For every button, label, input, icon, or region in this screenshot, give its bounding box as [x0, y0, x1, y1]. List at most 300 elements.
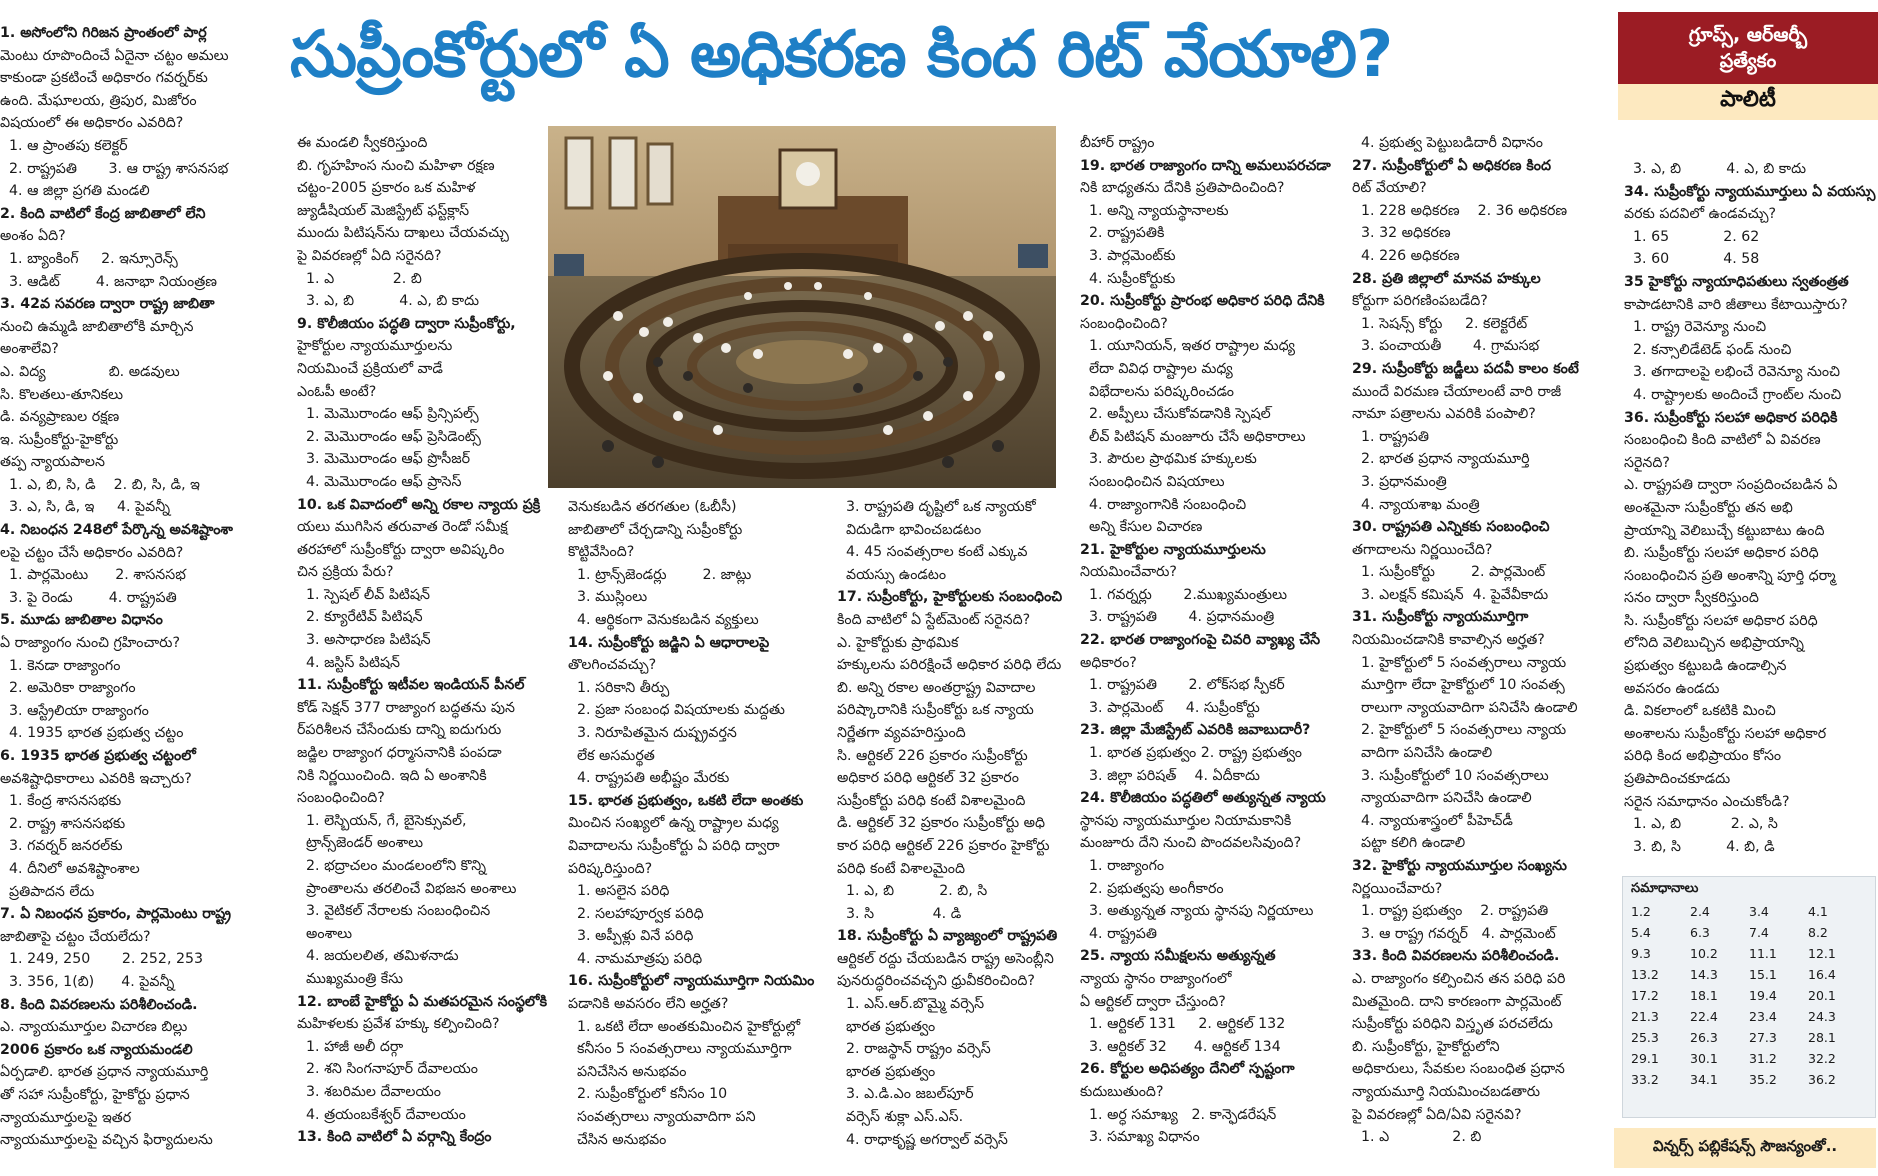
question-text-line: 9. కొలీజియం పద్ధతి ద్వారా సుప్రీంకోర్టు,	[297, 315, 516, 332]
question-text-line: 3. సి 4. డి	[837, 905, 962, 922]
question-text-line: సనం ద్వారా స్వీకరిస్తుంది	[1624, 590, 1759, 607]
question-text-line: 1. ఆ ప్రాంతపు కలెక్టర్	[0, 137, 128, 154]
question-text-line: ఏర్పడాలి. భారత ప్రధాన న్యాయమూర్తి	[0, 1064, 209, 1081]
question-text-line: 30. రాష్ట్రపతి ఎన్నికకు సంబంధించి	[1352, 519, 1550, 536]
question-text-line: 2. రాష్ట్రపతికి	[1080, 225, 1165, 242]
question-text-line: అంశాలేవి?	[0, 341, 59, 358]
courtesy-note: విన్నర్స్ పబ్లికేషన్స్ సౌజన్యంతో..	[1614, 1128, 1876, 1168]
badge-line2: ప్రత్యేకం	[1719, 50, 1777, 72]
question-text-line: 4. రాధాకృష్ణ అగర్వాల్ వర్సెస్	[837, 1131, 1008, 1148]
question-text-line: ఇ. సుప్రీంకోర్టు-హైకోర్టు	[0, 431, 119, 448]
question-text-line: 4. రాష్ట్రపతి	[1080, 925, 1157, 942]
question-text-line: 2. శని సింగనాపూర్ దేవాలయం	[297, 1061, 478, 1078]
question-text-line: అవసరం ఉండదు	[1624, 680, 1720, 697]
question-text-line: 13. కింది వాటిలో ఏ వర్గాన్ని కేంద్రం	[297, 1129, 492, 1146]
answer-key-box	[1622, 876, 1876, 1118]
question-text-line: 25. న్యాయ సమీక్షలను అత్యున్నత	[1080, 948, 1276, 965]
question-text-line: 1. మెమొరాండం ఆఫ్ ప్రిన్సిపల్స్	[297, 406, 479, 423]
answer-key-item: 17.2	[1631, 988, 1659, 1003]
question-text-line: 3. ఎలక్షన్ కమిషన్ 4. పైవేవీకాదు	[1352, 586, 1549, 603]
question-text-line: హక్కులను పరిరక్షించే అధికార పరిధి లేదు	[837, 657, 1062, 674]
question-text-line: 10. ఒక వివాదంలో అన్ని రకాల న్యాయ ప్రక్రి	[297, 496, 541, 513]
question-text-line: 2. భారత ప్రధాన న్యాయమూర్తి	[1352, 451, 1530, 468]
question-text-line: 3. 32 అధికరణ	[1352, 225, 1451, 242]
question-text-line: నిర్ణేతగా వ్యవహరిస్తుంది	[837, 724, 966, 741]
answer-key-item: 33.2	[1631, 1072, 1659, 1087]
question-text-line: లేక అసమర్థత	[568, 747, 655, 764]
question-text-line: 1. ఒకటి లేదా అంతకుమించిన హైకోర్టుల్లో	[568, 1018, 801, 1035]
question-text-line: డి. వికలాంలో ఒకటికి మించి	[1624, 703, 1776, 720]
question-text-line: 7. ఏ నిబంధన ప్రకారం, పార్లమెంటు రాష్ట్ర	[0, 906, 232, 923]
question-text-line: సి. సుప్రీంకోర్టు సలహా అధికార పరిధి	[1624, 612, 1818, 629]
question-text-line: మంజూరు దేని నుంచి పొందవలసివుంది?	[1080, 835, 1302, 852]
question-text-line: అంశాలను సుప్రీంకోర్టు సలహా అధికార	[1624, 725, 1827, 742]
question-text-line: ప్రాయాన్ని వెలిబుచ్చే కట్టుబాటు ఉంది	[1624, 522, 1825, 539]
question-text-line: 1. గవర్నర్లు 2.ముఖ్యమంత్రులు	[1080, 586, 1287, 603]
question-text-line: 1. రాష్ట్రపతి	[1352, 428, 1429, 445]
question-text-line: మహిళలకు ప్రవేశ హక్కు కల్పించింది?	[297, 1016, 500, 1033]
question-text-line: 1. కెనడా రాజ్యాంగం	[0, 657, 121, 674]
question-text-line: జాబితాపై చట్టం చేయలేదు?	[0, 928, 151, 945]
question-text-line: అంశమైనా సుప్రీంకోర్టు తన అభి	[1624, 499, 1793, 516]
question-text-line: విషయంలో ఈ అధికారం ఎవరిది?	[0, 115, 184, 132]
question-text-line: 4. 45 సంవత్సరాల కంటే ఎక్కువ	[837, 544, 1028, 561]
page-headline: సుప్రీంకోర్టులో ఏ అధికరణ కింద రిట్ వేయాలి?	[290, 18, 1393, 92]
question-text-line: కొట్టివేసింది?	[568, 544, 635, 561]
question-text-line: 4. నామమాత్రపు పరిధి	[568, 950, 703, 967]
question-text-line: రిట్ వేయాలి?	[1352, 180, 1427, 197]
question-text-line: కుదుబుతుంది?	[1080, 1083, 1164, 1100]
question-text-line: 2. సలహాపూర్వక పరిధి	[568, 905, 704, 922]
question-text-line: 2. హైకోర్టులో 5 సంవత్సరాలు న్యాయ	[1352, 722, 1567, 739]
question-text-line: ఎ. హైకోర్టుకు ప్రాథమిక	[837, 634, 959, 651]
question-text-line: కింది వాటిలో ఏ స్టేట్‌మెంట్ సరైనది?	[837, 611, 1031, 628]
question-text-line: న్యాయ స్థానం రాజ్యాంగంలో	[1080, 970, 1232, 987]
question-text-line: లేదా వివిధ రాష్ట్రాల మధ్య	[1080, 360, 1233, 377]
question-text-line: ఆర్టికల్ రద్దు చేయబడిన రాష్ట్ర అసెంబ్లీని	[837, 950, 1054, 967]
question-text-line: ఉంది. మేఘాలయ, త్రిపుర, మిజోరం	[0, 92, 197, 109]
question-text-line: 3. పార్లమెంట్ 4. సుప్రీంకోర్టు	[1080, 699, 1260, 716]
question-text-line: ప్రతిపాదించకూడదు	[1624, 771, 1731, 788]
question-text-line: బీహార్ రాష్ట్రం	[1080, 135, 1155, 151]
question-text-line: జాబితాలో చేర్చడాన్ని సుప్రీంకోర్టు	[568, 521, 743, 538]
question-text-line: 4. న్యాయశాఖ మంత్రి	[1352, 496, 1480, 513]
question-text-line: 4. ఆ జిల్లా ప్రగతి మండలి	[0, 183, 150, 200]
question-text-line: 4. 226 అధికరణ	[1352, 247, 1460, 264]
question-text-line: 1. ట్రాన్స్‌జెండర్లు 2. జాట్లు	[568, 566, 752, 583]
answer-key-grid	[1623, 901, 1875, 1090]
question-text-line: 3. ఎ, బి 4. ఎ, బి కాదు	[297, 293, 480, 310]
question-text-line: 23. జిల్లా మేజిస్ట్రేట్ ఎవరికి జవాబుదారీ?	[1080, 722, 1311, 739]
question-text-line: వర్సెస్ శుక్లా ఎస్.ఎస్.	[837, 1109, 964, 1126]
question-text-line: నియమించడానికి కావాల్సిన అర్హత?	[1352, 632, 1545, 649]
question-text-line: స్థానపు న్యాయమూర్తుల నియామకానికి	[1080, 812, 1292, 829]
question-text-line: న్యాయవాదిగా పనిచేసి ఉండాలి	[1352, 790, 1532, 807]
column-6	[1352, 132, 1620, 1172]
question-text-line: 2006 ప్రకారం ఒక న్యాయమండలి	[0, 1041, 193, 1058]
question-text-line: 19. భారత రాజ్యాంగం దాన్ని అమలుపరచడా	[1080, 157, 1331, 174]
question-text-line: తరహాలో సుప్రీంకోర్టు ద్వారా అవిష్కరిం	[297, 541, 505, 558]
question-text-line: 36. సుప్రీంకోర్టు సలహా అధికార పరిధికి	[1624, 409, 1838, 426]
question-text-line: ఎ. న్యాయమూర్తుల విచారణ బిల్లు	[0, 1019, 188, 1036]
question-text-line: పై వివరణల్లో ఏది సరైనది?	[297, 247, 442, 264]
question-text-line: 3. 60 4. 58	[1624, 251, 1760, 268]
question-text-line: చట్టం-2005 ప్రకారం ఒక మహిళ	[297, 180, 476, 197]
column-7	[1624, 158, 1878, 878]
question-text-line: 11. సుప్రీంకోర్టు ఇటీవల ఇండియన్ పీనల్	[297, 677, 525, 694]
answer-key-item: 13.2	[1631, 967, 1659, 982]
question-text-line: 3. పార్లమెంట్‌కు	[1080, 247, 1176, 264]
question-text-line: వివాదాలను సుప్రీంకోర్టు ఏ పరిధి ద్వారా	[568, 837, 780, 854]
column-1	[0, 22, 292, 1172]
question-text-line: 3. రాష్ట్రపతి దృష్టిలో ఒక న్యాయకో	[837, 499, 1036, 515]
question-text-line: ప్రాంతాలను తరలించే విభజన అంశాలు	[297, 880, 517, 897]
question-text-line: 4. జస్టిస్ పిటిషన్	[297, 654, 400, 671]
question-text-line: 3. అప్పీళ్లు వినే పరిధి	[568, 928, 694, 945]
question-text-line: 1. 249, 250 2. 252, 253	[0, 951, 204, 968]
question-text-line: 4. మెమొరాండం ఆఫ్ ప్రాసెస్	[297, 473, 462, 490]
column-4	[837, 496, 1077, 1172]
question-text-line: బి. గృహహింస నుంచి మహిళా రక్షణ	[297, 157, 495, 174]
question-text-line: 32. హైకోర్టు న్యాయమూర్తుల సంఖ్యను	[1352, 858, 1567, 874]
question-text-line: డి. ఆర్టికల్ 32 ప్రకారం సుప్రీంకోర్టు అధి	[837, 815, 1046, 832]
answer-key-item: 3.4	[1749, 904, 1769, 919]
answer-key-item: 7.4	[1749, 925, 1769, 940]
question-text-line: 5. మూడు జాబితాల విధానం	[0, 612, 163, 629]
question-text-line: 1. బ్యాంకింగ్ 2. ఇన్సూరెన్స్	[0, 250, 178, 267]
question-text-line: పరిధి కంటే విశాలమైంది	[837, 860, 965, 877]
question-text-line: భారత ప్రభుత్వం	[837, 1063, 936, 1080]
answer-key-title: సమాధానాలు	[1631, 881, 1699, 896]
badge-section: పాలిటీ	[1618, 84, 1878, 120]
question-text-line: 2. ప్రజా సంబంధ విషయాలకు మద్దతు	[568, 702, 785, 719]
question-text-line: మూర్తిగా లేదా హైకోర్టులో 10 సంవత్స	[1352, 677, 1565, 694]
question-text-line: 1. భారత ప్రభుత్వం 2. రాష్ట్ర ప్రభుత్వం	[1080, 745, 1302, 762]
question-text-line: సంబంధించి కింది వాటిలో ఏ వివరణ	[1624, 432, 1821, 449]
question-text-line: 2. రాష్ట్ర శాసనసభకు	[0, 815, 126, 832]
question-text-line: 1. హాజీ అలీ దర్గా	[297, 1038, 404, 1055]
question-text-line: 1. సరికాని తీర్పు	[568, 679, 670, 696]
answer-key-item: 10.2	[1690, 946, 1718, 961]
question-text-line: 4. జయలలిత, తమిళనాడు	[297, 948, 459, 965]
question-text-line: 21. హైకోర్టుల న్యాయమూర్తులను	[1080, 541, 1266, 558]
question-text-line: 3. పై రెండు 4. రాష్ట్రపతి	[0, 589, 177, 606]
answer-key-item: 18.1	[1690, 988, 1718, 1003]
question-text-line: సంబంధించిన ప్రతి అంశాన్ని పూర్తి ధర్మా	[1624, 567, 1836, 584]
question-text-line: కోర్టుగా పరిగణింపబడేది?	[1352, 293, 1488, 310]
answer-key-item: 26.3	[1690, 1030, 1718, 1045]
answer-key-item: 29.1	[1631, 1051, 1659, 1066]
answer-key-item: 16.4	[1808, 967, 1836, 982]
question-text-line: న్యాయమూర్తి నియమించబడతారు	[1352, 1083, 1541, 1100]
question-text-line: ఏ రాజ్యాంగం నుంచి గ్రహించారు?	[0, 635, 180, 652]
question-text-line: 28. ప్రతి జిల్లాలో మానవ హక్కుల	[1352, 270, 1541, 287]
question-text-line: 4. న్యాయశాస్త్రంలో పీహెచ్‌డీ	[1352, 812, 1513, 829]
question-text-line: 3. శబరిమల దేవాలయం	[297, 1083, 441, 1100]
question-text-line: 3. పౌరుల ప్రాథమిక హక్కులకు	[1080, 451, 1257, 468]
question-text-line: 3. వైటికల్ నేరాలకు సంబంధించిన	[297, 903, 491, 920]
question-text-line: న్యాయమూర్తులపై వచ్చిన ఫిర్యాదులను	[0, 1132, 213, 1149]
question-text-line: 12. బాంబే హైకోర్టు ఏ మతపరమైన సంస్థలోకి	[297, 993, 547, 1010]
question-text-line: అధికారులు, సేవకుల సంబంధిత ప్రధాన	[1352, 1061, 1565, 1078]
question-text-line: 2. రాజస్థాన్ రాష్ట్రం వర్సెస్	[837, 1041, 991, 1058]
question-text-line: రాలుగా న్యాయవాదిగా పనిచేసి ఉండాలి	[1352, 699, 1578, 716]
answer-key-item: 5.4	[1631, 925, 1651, 940]
question-text-line: 3. పంచాయతీ 4. గ్రామసభ	[1352, 338, 1540, 355]
question-text-line: 4. దీనిలో అవశిష్టాంశాల	[0, 860, 140, 877]
question-text-line: భారత ప్రభుత్వం	[837, 1018, 936, 1035]
answer-key-item: 27.3	[1749, 1030, 1777, 1045]
answer-key-item: 19.4	[1749, 988, 1777, 1003]
question-text-line: 3. ఆ రాష్ట్ర గవర్నర్ 4. పార్లమెంట్	[1352, 925, 1556, 942]
question-text-line: 2. ప్రభుత్వపు అంగీకారం	[1080, 880, 1224, 897]
question-text-line: సంబంధించింది?	[297, 790, 385, 807]
answer-key-item: 20.1	[1808, 988, 1836, 1003]
answer-key-item: 2.4	[1690, 904, 1710, 919]
question-text-line: 3. ముస్లింలు	[568, 589, 648, 606]
question-text-line: అవశిష్టాధికారాలు ఎవరికి ఇచ్చారు?	[0, 770, 192, 787]
question-text-line: ఎ. రాష్ట్రపతి ద్వారా సంప్రదించబడిన ఏ	[1624, 477, 1838, 494]
question-text-line: జ్యుడీషియల్ మెజిస్ట్రేట్ ఫస్ట్‌క్లాస్	[297, 202, 470, 219]
question-text-line: 1. 65 2. 62	[1624, 228, 1760, 245]
question-text-line: వరకు పదవిలో ఉండవచ్చు?	[1624, 206, 1777, 223]
question-text-line: బి. అన్ని రకాల అంతర్రాష్ట్ర వివాదాల	[837, 679, 1036, 696]
question-text-line: చిన ప్రక్రియ పేరు?	[297, 564, 394, 581]
question-text-line: సంబంధించింది?	[1080, 315, 1168, 332]
question-text-line: 22. భారత రాజ్యాంగంపై చివరి వ్యాఖ్య చేసే	[1080, 632, 1321, 649]
answer-key-item: 11.1	[1749, 946, 1777, 961]
question-text-line: 17. సుప్రీంకోర్టు, హైకోర్టులకు సంబంధించి	[837, 589, 1063, 606]
question-text-line: మెంటు రూపొందించే ఏదైనా చట్టం అమలు	[0, 47, 229, 64]
question-text-line: నామా పత్రాలను ఎవరికి పంపాలి?	[1352, 406, 1536, 423]
question-text-line: 1. రాష్ట్ర ప్రభుత్వం 2. రాష్ట్రపతి	[1352, 903, 1549, 920]
question-text-line: పరిధి కింద అభిప్రాయం కోసం	[1624, 748, 1782, 765]
question-text-line: తొలగించవచ్చు?	[568, 657, 657, 674]
question-text-line: ఎ. రాజ్యాంగం కల్పించిన తన పరిధి పరి	[1352, 970, 1566, 987]
question-text-line: 3. జిల్లా పరిషత్ 4. ఏదీకాదు	[1080, 767, 1260, 784]
question-text-line: 3. 42వ సవరణ ద్వారా రాష్ట్ర జాబితా	[0, 296, 215, 313]
question-text-line: 3. సుప్రీంకోర్టులో 10 సంవత్సరాలు	[1352, 767, 1549, 784]
question-text-line: 26. కోర్టుల అధిపత్యం దేనిలో స్పష్టంగా	[1080, 1061, 1295, 1078]
question-text-line: 1. అర్ధ సమాఖ్య 2. కాన్ఫెడరేషన్	[1080, 1106, 1277, 1123]
question-text-line: 3. గవర్నర్ జనరల్‌కు	[0, 838, 123, 855]
question-text-line: 3. ఆడిట్ 4. జనాభా నియంత్రణ	[0, 273, 217, 290]
answer-key-item: 30.1	[1690, 1051, 1718, 1066]
question-text-line: కాకుండా ప్రకటించే అధికారం గవర్నర్‌కు	[0, 70, 208, 87]
badge-top	[1618, 12, 1878, 84]
answer-key-item: 9.3	[1631, 946, 1651, 961]
question-text-line: 1. అసలైన పరిధి	[568, 883, 670, 900]
question-text-line: ముందు పిటిషన్‌ను దాఖలు చేయవచ్చు	[297, 225, 509, 242]
answer-key-item: 1.2	[1631, 904, 1651, 919]
answer-key-item: 12.1	[1808, 946, 1836, 961]
question-text-line: తగాదాలను నిర్ణయించేది?	[1352, 541, 1493, 558]
question-text-line: 3. నిరూపితమైన దుష్ప్రవర్తన	[568, 724, 737, 741]
question-text-line: 2. క్యూరేటివ్ పిటిషన్	[297, 609, 423, 626]
question-text-line: కనీసం 5 సంవత్సరాలు న్యాయమూర్తిగా	[568, 1041, 792, 1058]
question-text-line: 34. సుప్రీంకోర్టు న్యాయమూర్తులు ఏ వయస్సు	[1624, 183, 1876, 200]
question-text-line: ఈ మండలి స్వీకరిస్తుంది	[297, 135, 428, 151]
question-text-line: పై వివరణల్లో ఏది/ఏవి సరైనవి?	[1352, 1106, 1522, 1123]
question-text-line: వయస్సు ఉండటం	[837, 566, 947, 583]
question-text-line: 2. అప్పీలు చేసుకోవడానికి స్పెషల్	[1080, 406, 1271, 423]
question-text-line: సుప్రీంకోర్టు పరిధిని విస్తృత పరచలేదు	[1352, 1016, 1553, 1033]
question-text-line: 1. స్పెషల్ లీవ్ పిటిషన్	[297, 586, 430, 603]
question-text-line: 1. కేంద్ర శాసనసభకు	[0, 793, 122, 810]
question-text-line: అంశాలు	[297, 925, 353, 942]
question-text-line: సి. ఆర్టికల్ 226 ప్రకారం సుప్రీంకోర్టు	[837, 747, 1028, 764]
question-text-line: విదుడిగా భావించబడటం	[837, 521, 982, 538]
question-text-line: 33. కింది వివరణలను పరిశీలించండి.	[1352, 948, 1560, 965]
answer-key-item: 14.3	[1690, 967, 1718, 982]
question-text-line: పరిష్కారానికి సుప్రీంకోర్టు ఒక న్యాయ	[837, 702, 1034, 719]
question-text-line: పట్టా కలిగి ఉండాలి	[1352, 835, 1466, 852]
question-text-line: కార పరిధి ఆర్టికల్ 226 ప్రకారం హైకోర్టు	[837, 837, 1050, 854]
question-text-line: లోనిది వెలిబుచ్చిన అభిప్రాయాన్ని	[1624, 635, 1804, 652]
question-text-line: పరిష్కరిస్తుంది?	[568, 860, 653, 877]
question-text-line: ఏ ఆర్టికల్ ద్వారా చేస్తుంది?	[1080, 993, 1226, 1010]
question-text-line: నికి నిర్ణయించింది. ఇది ఏ అంశానికి	[297, 767, 487, 784]
question-text-line: ప్రతిపాదన లేదు	[0, 883, 95, 900]
question-text-line: 3. ఆస్ట్రేలియా రాజ్యాంగం	[0, 702, 149, 719]
question-text-line: చేసిన అనుభవం	[568, 1131, 667, 1148]
question-text-line: 24. కొలీజియం పద్ధతిలో అత్యున్నత న్యాయ	[1080, 790, 1326, 807]
answer-key-item: 32.2	[1808, 1051, 1836, 1066]
question-text-line: 4. ప్రభుత్వ పెట్టుబడిదారీ విధానం	[1352, 135, 1543, 151]
question-text-line: 14. సుప్రీంకోర్టు జడ్జిని ఏ ఆధారాలపై	[568, 634, 770, 651]
question-text-line: అధికారం?	[1080, 654, 1137, 671]
question-text-line: 2. భద్రాచలం మండలంలోని కొన్ని	[297, 858, 487, 874]
column-5	[1080, 132, 1344, 1172]
question-text-line: 4. రాష్ట్రాలకు అందించే గ్రాంట్‌ల నుంచి	[1624, 386, 1842, 403]
section-badge	[1618, 12, 1878, 120]
question-text-line: ప్రభుత్వం కట్టుబడి ఉండాల్సిన	[1624, 658, 1787, 675]
question-text-line: 1. ఆర్టికల్ 131 2. ఆర్టికల్ 132	[1080, 1016, 1286, 1033]
question-text-line: 3. ఎ, సి, డి, ఇ 4. పైవన్నీ	[0, 499, 171, 516]
question-text-line: 27. సుప్రీంకోర్టులో ఏ అధికరణ కింద	[1352, 157, 1551, 174]
question-text-line: 16. సుప్రీంకోర్టులో న్యాయమూర్తిగా నియమిం	[568, 973, 815, 990]
question-text-line: సంవత్సరాలు న్యాయవాదిగా పని	[568, 1109, 756, 1126]
question-text-line: 3. సమాఖ్య విధానం	[1080, 1129, 1200, 1146]
question-text-line: సరైన సమాధానం ఎంచుకోండి?	[1624, 793, 1790, 810]
answer-key-item: 31.2	[1749, 1051, 1777, 1066]
question-text-line: 1. పార్లమెంటు 2. శాసనసభ	[0, 567, 186, 584]
question-text-line: 4. సుప్రీంకోర్టుకు	[1080, 270, 1176, 287]
question-text-line: 3. ఎ.డి.ఎం జబల్‌పూర్	[837, 1086, 974, 1103]
question-text-line: మించిన సంఖ్యలో ఉన్న రాష్ట్రాల మధ్య	[568, 815, 779, 832]
question-text-line: నియమించేవారు?	[1080, 564, 1177, 581]
question-text-line: 4. 1935 భారత ప్రభుత్వ చట్టం	[0, 725, 184, 742]
question-text-line: న్యాయమూర్తులపై ఇతర	[0, 1109, 132, 1126]
question-text-line: 2. రాష్ట్రపతి 3. ఆ రాష్ట్ర శాసనసభ	[0, 160, 229, 177]
question-text-line: 3. మెమొరాండం ఆఫ్ ప్రొసీజర్	[297, 451, 470, 468]
question-text-line: 4. నిబంధన 248లో పేర్కొన్న అవశిష్టాంశా	[0, 522, 233, 539]
question-text-line: అంశం ఏది?	[0, 228, 66, 245]
question-text-line: 1. ఎ, బి 2. బి, సి	[837, 883, 988, 900]
question-text-line: 3. బి, సి 4. బి, డి	[1624, 838, 1775, 855]
question-text-line: 2. మెమొరాండం ఆఫ్ ప్రెసిడెంట్స్	[297, 428, 481, 445]
question-text-line: 4. ఆర్థికంగా వెనుకబడిన వ్యక్తులు	[568, 611, 759, 628]
question-text-line: నికి బాధ్యతను దేనికి ప్రతిపాదించింది?	[1080, 180, 1285, 197]
question-text-line: 1. అన్ని న్యాయస్థానాలకు	[1080, 202, 1229, 219]
assembly-hall-photo	[548, 126, 1056, 488]
question-text-line: తో సహా సుప్రీంకోర్టు, హైకోర్టు ప్రధాన	[0, 1086, 190, 1103]
question-text-line: 1. ఎ, బి 2. ఎ, సి	[1624, 816, 1778, 833]
question-text-line: అధికార పరిధి ఆర్టికల్ 32 ప్రకారం	[837, 770, 1019, 787]
question-text-line: ఎంఓపీ అంటే?	[297, 383, 377, 400]
question-text-line: లపై చట్టం చేసే అధికారం ఎవరిది?	[0, 544, 184, 561]
answer-key-item: 25.3	[1631, 1030, 1659, 1045]
question-text-line: 4. రాష్ట్రపతి అభీష్టం మేరకు	[568, 770, 730, 787]
question-text-line: 3. ఆర్టికల్ 32 4. ఆర్టికల్ 134	[1080, 1038, 1281, 1055]
answer-key-item: 24.3	[1808, 1009, 1836, 1024]
question-text-line: 3. ప్రధానమంత్రి	[1352, 473, 1447, 490]
question-text-line: 1. లెస్బియన్, గే, బైసెక్సువల్,	[297, 812, 467, 829]
answer-key-item: 8.2	[1808, 925, 1828, 940]
question-text-line: 18. సుప్రీంకోర్టు ఏ వ్యాజ్యంలో రాష్ట్రపతి	[837, 928, 1058, 945]
question-text-line: విభేదాలను పరిష్కరించడం	[1080, 383, 1234, 400]
question-text-line: సి. కొలతలు-తూనికలు	[0, 386, 124, 403]
answer-key-item: 6.3	[1690, 925, 1710, 940]
question-text-line: 2. అమెరికా రాజ్యాంగం	[0, 680, 136, 697]
question-text-line: 1. రాజ్యాంగం	[1080, 858, 1165, 874]
question-text-line: పనిచేసిన అనుభవం	[568, 1063, 687, 1080]
question-text-line: కోడ్ సెక్షన్ 377 రాజ్యాంగ బద్ధతను పున	[297, 699, 515, 716]
answer-key-item: 21.3	[1631, 1009, 1659, 1024]
question-text-line: 8. కింది వివరణలను పరిశీలించండి.	[0, 996, 198, 1013]
question-text-line: పడానికి అవసరం లేని అర్హత?	[568, 996, 729, 1013]
answer-key-item: 4.1	[1808, 904, 1828, 919]
column-2	[297, 132, 559, 1172]
question-text-line: 1. హైకోర్టులో 5 సంవత్సరాలు న్యాయ	[1352, 654, 1567, 671]
question-text-line: 3. రాష్ట్రపతి 4. ప్రధానమంత్రి	[1080, 609, 1275, 626]
badge-line1: గ్రూప్స్, ఆర్ఆర్బీ	[1688, 24, 1808, 46]
question-text-line: ముందే విరమణ చేయాలంటే వారి రాజీ	[1352, 383, 1562, 400]
column-3	[568, 496, 830, 1172]
question-text-line: మితమైంది. దాని కారణంగా పార్లమెంట్	[1352, 993, 1562, 1010]
question-text-line: 1. సెషన్స్ కోర్టు 2. కలెక్టరేట్	[1352, 315, 1528, 332]
answer-key-item: 23.4	[1749, 1009, 1777, 1024]
question-text-line: 6. 1935 భారత ప్రభుత్వ చట్టంలో	[0, 748, 196, 764]
question-text-line: బి. సుప్రీంకోర్టు సలహా అధికార పరిధి	[1624, 545, 1819, 562]
question-text-line: 1. రాష్ట్రపతి 2. లోక్‌సభ స్పీకర్	[1080, 677, 1285, 694]
question-text-line: ముఖ్యమంత్రి కేసు	[297, 970, 404, 987]
question-text-line: 1. ఎ 2. బి	[1352, 1129, 1482, 1146]
question-text-line: పునరుద్ధరించవచ్చని ధ్రువీకరించింది?	[837, 973, 1035, 990]
question-text-line: 29. సుప్రీంకోర్టు జడ్జీలు పదవీ కాలం కంటే	[1352, 360, 1579, 377]
question-text-line: 20. సుప్రీంకోర్టు ప్రారంభ అధికార పరిధి దేనికి	[1080, 293, 1325, 310]
question-text-line: కాపాడటానికి వారి జీతాలు కేటాయిస్తారు?	[1624, 296, 1848, 313]
question-text-line: ట్రాన్స్‌జెండర్ అంశాలు	[297, 835, 424, 852]
question-text-line: హైకోర్టుల న్యాయమూర్తులను	[297, 338, 453, 355]
question-text-line: 1. ఎ 2. బి	[297, 270, 422, 287]
question-text-line: 3. 356, 1(బి) 4. పైవన్నీ	[0, 973, 175, 990]
answer-key-item: 22.4	[1690, 1009, 1718, 1024]
question-text-line: యలు ముగిసిన తరువాత రెండో సమీక్ష	[297, 519, 508, 536]
answer-key-item: 34.1	[1690, 1072, 1718, 1087]
question-text-line: 15. భారత ప్రభుత్వం, ఒకటి లేదా అంతకు	[568, 792, 804, 809]
question-text-line: 3. ఎ, బి 4. ఎ, బి కాదు	[1624, 161, 1807, 177]
question-text-line: 3. అత్యున్నత న్యాయ స్థానపు నిర్ణయాలు	[1080, 903, 1314, 920]
question-text-line: బి. సుప్రీంకోర్టు, హైకోర్టులోని	[1352, 1038, 1500, 1055]
question-text-line: వాదిగా పనిచేసి ఉండాలి	[1352, 745, 1493, 762]
question-text-line: సంబంధించిన విషయాలు	[1080, 473, 1225, 490]
question-text-line: లీవ్ పిటిషన్ మంజూరు చేసే అధికారాలు	[1080, 428, 1306, 445]
question-text-line: నిర్ణయించేవారు?	[1352, 880, 1443, 897]
question-text-line: 4. రాజ్యాంగానికి సంబంధించి	[1080, 496, 1247, 513]
question-text-line: 4. త్రయంబకేశ్వర్ దేవాలయం	[297, 1106, 466, 1123]
question-text-line: 1. ఎస్.ఆర్.బొమ్మై వర్సెస్	[837, 996, 985, 1013]
